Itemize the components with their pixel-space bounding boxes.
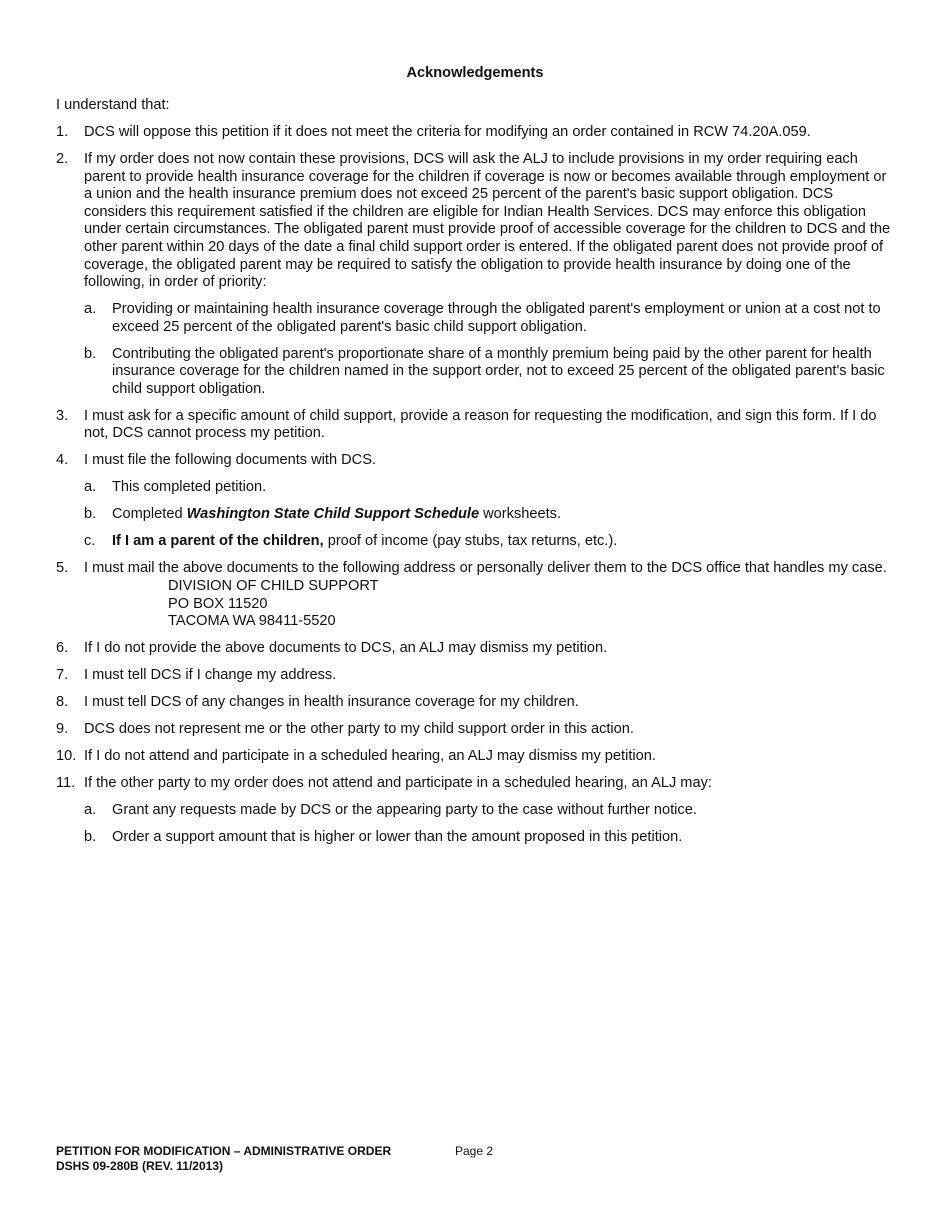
sub-item (84, 829, 896, 847)
item-text: I must file the following documents with DCS. (84, 452, 376, 469)
item-text: DCS does not represent me or the other party to my child support order in this action. (84, 721, 634, 738)
form-footer (56, 1144, 391, 1173)
page-number: Page 2 (455, 1144, 494, 1158)
item-number: 2. (56, 150, 69, 167)
item-text: DCS will oppose this petition if it does not meet the criteria for modifying an order contained in RCW 74.20A.059. (84, 124, 811, 140)
sub-item-text (112, 533, 896, 551)
list-item (56, 748, 896, 766)
item-number: 1. (56, 124, 69, 140)
item-text: I must mail the above documents to the following address or personally deliver them to the DCS office that handles my case. (84, 560, 887, 577)
list-item (56, 694, 896, 712)
sub-item-text-pre: Completed (112, 506, 187, 523)
sub-item-letter: a. (84, 802, 97, 819)
sub-item-letter: c. (84, 533, 96, 550)
item-text: If my order does not now contain these provisions, DCS will ask the ALJ to include provisions in my order requiring each parent to provide health insurance coverage for the children if coverage is now or becomes available through employment or a union and the health insurance premium does not exceed 25 percent of the parent's basic support obligation. DCS considers this requirement satisfied if the children are eligible for Indian Health Services. DCS may enforce this obligation under certain circumstances. The obligated parent must provide proof of accessible coverage for the children to DCS and the other parent within 20 days of the date a final child support order is entered. If the obligated parent does not provide proof of coverage, the obligated parent may be required to satisfy the obligation to provide health insurance by doing one of the following, in order of priority: (84, 150, 891, 291)
sub-item-text: Grant any requests made by DCS or the appearing party to the case without further notice. (112, 802, 697, 819)
sub-item-text-strong: If I am a parent of the children, (112, 533, 324, 550)
list-item (56, 667, 896, 685)
intro-text: I understand that: (56, 97, 170, 113)
item-number: 10. (56, 748, 77, 765)
sub-item-letter: b. (84, 829, 97, 846)
item-text: If I do not attend and participate in a scheduled hearing, an ALJ may dismiss my petition. (84, 748, 656, 765)
sub-item-text-post: proof of income (pay stubs, tax returns, etc.). (323, 533, 618, 550)
sub-item-text: Providing or maintaining health insurance coverage through the obligated parent's employment or union at a cost not to exceed 25 percent of the obligated parent's basic child support obligation. (112, 301, 881, 335)
sub-item-text: Contributing the obligated parent's proportionate share of a monthly premium being paid by the other parent for health insurance coverage for the children named in the support order, not to exceed 25 percent of the obligated parent's basic child support obligation. (112, 345, 885, 397)
item-text: I must tell DCS of any changes in health insurance coverage for my children. (84, 694, 579, 711)
list-item (56, 640, 896, 658)
item-number: 5. (56, 560, 69, 577)
sub-item-letter: a. (84, 301, 97, 318)
item-text: I must ask for a specific amount of child support, provide a reason for requesting the modification, and sign this form. If I do not, DCS cannot process my petition. (84, 407, 877, 442)
item-number: 9. (56, 721, 69, 738)
list-item (56, 408, 896, 443)
schedule-name: Washington State Child Support Schedule (186, 506, 480, 523)
list-item (56, 151, 896, 399)
address-line: PO BOX 11520 (168, 595, 268, 612)
mailing-address (84, 578, 896, 631)
sub-item (84, 479, 896, 497)
item-number: 11. (56, 775, 76, 792)
item-number: 6. (56, 640, 69, 657)
sub-item-letter: a. (84, 479, 97, 496)
list-item (56, 775, 896, 847)
page-title: Acknowledgements (406, 65, 544, 81)
item-number: 3. (56, 407, 69, 424)
sub-item-text: Order a support amount that is higher or lower than the amount proposed in this petition. (112, 829, 683, 846)
sub-item (84, 346, 896, 399)
form-title: PETITION FOR MODIFICATION – ADMINISTRATIVE ORDER (56, 1144, 392, 1158)
sub-item (84, 301, 896, 336)
sub-item-letter: b. (84, 345, 97, 362)
item-number: 7. (56, 667, 69, 684)
address-line: TACOMA WA 98411-5520 (168, 613, 336, 630)
item-text: If the other party to my order does not attend and participate in a scheduled hearing, an ALJ may: (84, 775, 712, 792)
list-item (56, 452, 896, 551)
sub-item-text: This completed petition. (112, 479, 267, 496)
list-item (56, 721, 896, 739)
list-item (56, 560, 896, 630)
sub-item (84, 802, 896, 820)
sub-item-text (112, 506, 896, 524)
sub-item-text-post: worksheets. (479, 506, 561, 523)
form-number: DSHS 09-280B (REV. 11/2013) (56, 1158, 223, 1173)
address-line: DIVISION OF CHILD SUPPORT (168, 577, 379, 594)
item-number: 4. (56, 452, 69, 469)
sub-item (84, 533, 896, 551)
item-text: I must tell DCS if I change my address. (84, 667, 337, 684)
sub-item (84, 506, 896, 524)
item-text: If I do not provide the above documents to DCS, an ALJ may dismiss my petition. (84, 640, 608, 657)
sub-item-letter: b. (84, 506, 97, 523)
acknowledgement-list (56, 124, 896, 856)
list-item (56, 124, 896, 142)
item-number: 8. (56, 694, 69, 711)
